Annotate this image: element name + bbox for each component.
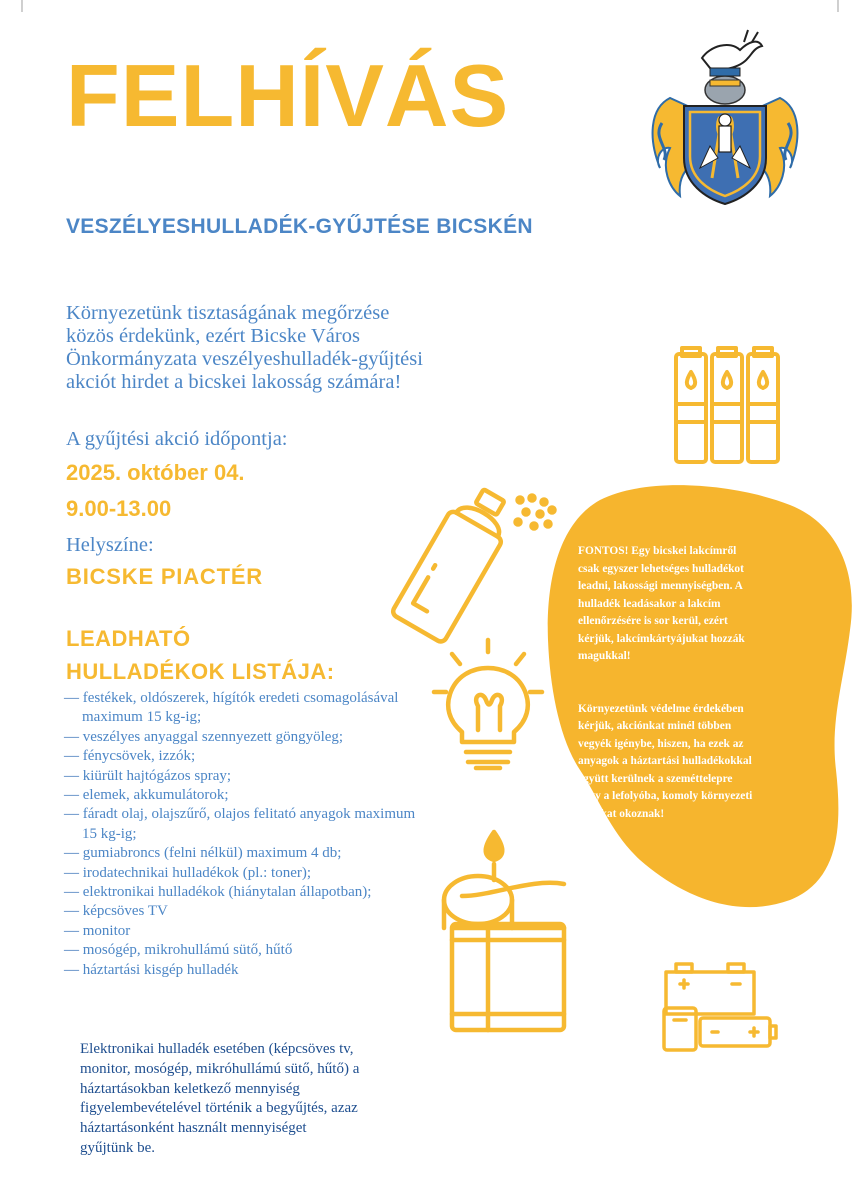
dash-bullet: —: [64, 845, 79, 862]
dash-bullet: —: [64, 884, 79, 901]
dash-bullet: —: [64, 767, 79, 784]
list-item-text: veszélyes anyaggal szennyezett göngyöleg;: [82, 728, 344, 745]
waste-list: [64, 689, 424, 980]
dash-bullet: —: [64, 961, 79, 978]
list-title-line: LEADHATÓ: [66, 626, 191, 651]
footer-line: monitor, mosógép, mikróhullámú sütő, hűtő) a: [80, 1060, 360, 1077]
dash-bullet: —: [64, 728, 79, 745]
notice-line: ellenőrzésére is sor kerül, ezért: [578, 615, 728, 627]
dash-bullet: —: [64, 903, 79, 920]
place-label: Helyszíne:: [66, 534, 154, 556]
crop-marks: [0, 0, 862, 20]
page-subtitle: VESZÉLYESHULLADÉK-GYŰJTÉSE BICSKÉN: [66, 215, 533, 238]
intro-line: közös érdekünk, ezért Bicske Város: [66, 325, 360, 347]
event-hours: 9.00-13.00: [66, 496, 172, 521]
list-item: [64, 864, 424, 883]
notice-line: anyagok a háztartási hulladékokkal: [578, 755, 752, 767]
list-title: [66, 622, 335, 688]
list-item: [64, 747, 424, 766]
list-item-text: festékek, oldószerek, hígítók eredeti csomagolásával maximum 15 kg-ig;: [82, 690, 399, 726]
dash-bullet: —: [64, 806, 79, 823]
intro-line: Önkormányzata veszélyeshulladék-gyűjtési: [66, 348, 423, 370]
list-item: [64, 883, 424, 902]
list-item: [64, 961, 424, 980]
notice-line: FONTOS! Egy bicskei lakcímről: [578, 545, 737, 557]
notice-line: kérjük, akciónkat minél többen: [578, 720, 732, 732]
list-item: [64, 728, 424, 747]
notice-line: vegyék igénybe, hiszen, ha ezek az: [578, 737, 744, 750]
list-item-text: fénycsövek, izzók;: [82, 748, 196, 765]
notice-line: vagy a lefolyóba, komoly környezeti: [578, 790, 753, 802]
footer-line: háztartásonként használt mennyiséget: [80, 1120, 307, 1137]
page-title: FELHÍVÁS: [66, 46, 510, 145]
notice-line: károkat okoznak!: [578, 807, 665, 820]
list-item: [64, 767, 424, 786]
intro-line: Környezetünk tisztaságának megőrzése: [66, 302, 390, 324]
list-item-text: elektronikai hulladékok (hiánytalan állapotban);: [82, 884, 372, 901]
notice-line: leadni, lakossági mennyiségben. A: [578, 580, 743, 592]
list-item: [64, 786, 424, 805]
coat-of-arms-icon: [640, 28, 810, 208]
dash-bullet: —: [64, 864, 79, 881]
footer-line: háztartásokban keletkező mennyiség: [80, 1080, 300, 1097]
battery-cells-icon: [672, 346, 792, 466]
notice-line: csak egyszer lehetséges hulladékot: [578, 562, 744, 575]
notice-line: magukkal!: [578, 650, 631, 662]
list-item-text: gumiabroncs (felni nélkül) maximum 4 db;: [82, 845, 342, 862]
list-item-text: háztartási kisgép hulladék: [82, 961, 239, 978]
list-item-text: monitor: [82, 922, 131, 939]
light-bulb-icon: [428, 636, 548, 776]
list-item-text: képcsöves TV: [82, 903, 168, 920]
event-date: 2025. október 04.: [66, 460, 245, 485]
notice-line: Környezetünk védelme érdekében: [578, 702, 744, 715]
event-place: BICSKE PIACTÉR: [66, 564, 263, 589]
intro-line: akciót hirdet a bicskei lakosság számára!: [66, 371, 402, 393]
list-item-text: fáradt olaj, olajszűrő, olajos felitató anyagok maximum 15 kg-ig;: [82, 806, 416, 842]
dash-bullet: —: [64, 942, 79, 959]
footer-line: figyelembevételével történik a begyűjtés, azaz: [80, 1100, 358, 1117]
list-title-line: HULLADÉKOK LISTÁJA:: [66, 659, 335, 684]
list-item: [64, 689, 424, 728]
list-item: [64, 922, 424, 941]
footer-line: gyűjtünk be.: [80, 1139, 155, 1156]
list-item-text: elemek, akkumulátorok;: [82, 787, 229, 804]
dash-bullet: —: [64, 748, 79, 765]
dash-bullet: —: [64, 690, 79, 706]
list-item: [64, 844, 424, 863]
intro-paragraph: [66, 302, 486, 394]
footer-note: [80, 1040, 420, 1159]
spray-can-icon: [392, 478, 572, 648]
list-item-text: kiürült hajtógázos spray;: [82, 767, 232, 784]
notice-line: együtt kerülnek a szeméttelepre: [578, 772, 733, 785]
list-item-text: irodatechnikai hulladékok (pl.: toner);: [82, 864, 312, 881]
list-item: [64, 805, 424, 844]
notice-line: hulladék leadásakor a lakcím: [578, 597, 721, 610]
notice-line: kérjük, lakcímkártyájukat hozzák: [578, 632, 745, 645]
list-item: [64, 941, 424, 960]
list-item: [64, 902, 424, 921]
notice-text: [578, 543, 793, 823]
list-item-text: mosógép, mikrohullámú sütő, hűtő: [82, 942, 293, 959]
time-label: A gyűjtési akció időpontja:: [66, 428, 288, 450]
dash-bullet: —: [64, 922, 79, 939]
footer-line: Elektronikai hulladék esetében (képcsöves tv,: [80, 1041, 354, 1057]
dash-bullet: —: [64, 787, 79, 804]
oil-barrel-icon: [432, 828, 572, 1038]
car-battery-icon: [660, 958, 780, 1058]
